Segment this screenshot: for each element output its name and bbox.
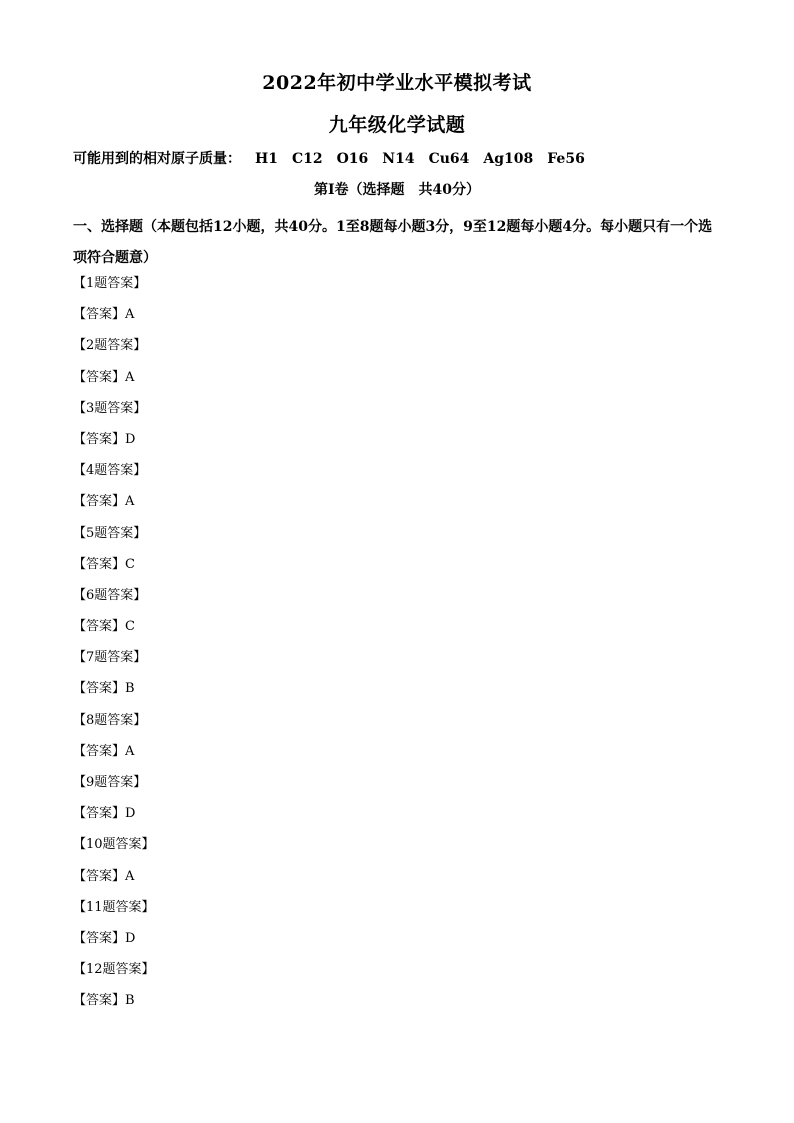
question-header: 【4题答案】 <box>73 463 147 479</box>
answer-line <box>73 367 473 398</box>
atomic-mass: Ag108 <box>483 151 534 167</box>
atomic-mass: H1 <box>255 151 278 167</box>
answer-label: 【答案】 <box>73 993 126 1009</box>
question-header: 【7题答案】 <box>73 650 147 666</box>
answer-value: A <box>125 743 135 759</box>
question-header: 【1题答案】 <box>73 276 147 291</box>
answer-line <box>73 866 473 897</box>
question-header: 【2题答案】 <box>73 338 147 354</box>
answer-line <box>73 554 473 585</box>
atomic-mass: N14 <box>382 151 415 167</box>
answer-value: B <box>125 681 135 697</box>
answer-line <box>73 491 473 522</box>
answer-label: 【答案】 <box>73 930 126 946</box>
question-header: 【6题答案】 <box>73 587 147 603</box>
answer-label: 【答案】 <box>73 556 126 572</box>
answer-label: 【答案】 <box>73 743 126 759</box>
answer-line <box>73 741 473 772</box>
answer-value: A <box>125 307 135 323</box>
question-header: 【11题答案】 <box>73 899 155 915</box>
answer-value: C <box>125 556 135 572</box>
answer-list <box>73 273 473 1022</box>
answer-value: C <box>125 619 135 635</box>
answer-value: D <box>125 806 136 822</box>
answer-label: 【答案】 <box>73 307 126 323</box>
atomic-masses-label: 可能用到的相对原子质量： <box>73 151 241 167</box>
atomic-mass: O16 <box>336 151 369 167</box>
answer-label: 【答案】 <box>73 681 126 697</box>
question-header: 【8题答案】 <box>73 712 147 728</box>
atomic-mass: Cu64 <box>428 151 470 167</box>
question-header: 【10题答案】 <box>73 837 155 853</box>
answer-value: A <box>125 868 135 884</box>
answer-value: D <box>125 431 136 447</box>
answer-line <box>73 803 473 834</box>
answer-label: 【答案】 <box>73 431 126 447</box>
answer-line <box>73 990 473 1021</box>
question-header: 【12题答案】 <box>73 962 155 978</box>
question-header: 【9题答案】 <box>73 775 147 790</box>
question-header: 【3题答案】 <box>73 400 147 416</box>
answer-label: 【答案】 <box>73 619 126 635</box>
document-title: 2022年初中学业水平模拟考试 <box>262 72 532 94</box>
answer-label: 【答案】 <box>73 806 126 822</box>
answer-value: A <box>125 494 135 510</box>
section-title: 第I卷（选择题 共40分） <box>313 182 481 198</box>
answer-line <box>73 304 473 335</box>
document-subtitle: 九年级化学试题 <box>328 114 466 136</box>
answer-line <box>73 429 473 460</box>
answer-label: 【答案】 <box>73 868 126 884</box>
answer-value: B <box>125 993 135 1009</box>
atomic-mass: Fe56 <box>547 151 585 167</box>
answer-value: D <box>125 930 136 946</box>
answer-label: 【答案】 <box>73 369 126 385</box>
question-header: 【5题答案】 <box>73 525 147 541</box>
atomic-masses-line <box>73 149 585 169</box>
answer-line <box>73 678 473 709</box>
section-description: 一、选择题（本题包括12小题，共40分。1至8题每小题3分，9至12题每小题4分。每小题只有一个选项符合题意） <box>73 219 713 266</box>
answer-value: A <box>125 369 135 385</box>
atomic-mass: C12 <box>291 151 323 167</box>
answer-label: 【答案】 <box>73 494 126 510</box>
answer-line <box>73 928 473 959</box>
answer-line <box>73 616 473 647</box>
